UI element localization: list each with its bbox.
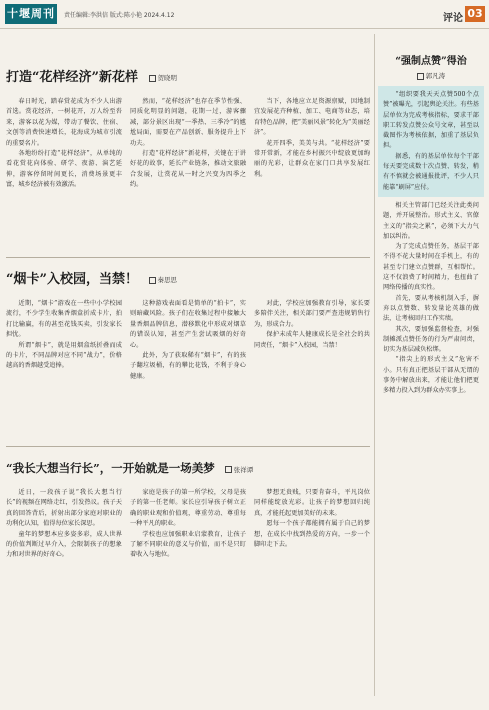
- page-number: 03: [465, 6, 485, 22]
- paragraph: 打造“花样经济”新花样，关键在于讲好花的故事，延长产业链条，推动文旅融合发展，让赏花从一时之兴变为四季之约。: [130, 150, 246, 189]
- paragraph: 学校也应加强职业启蒙教育，让孩子了解不同职业的意义与价值，而不是只盯着收入与地位。: [130, 530, 246, 559]
- sidebar-title: “强制点赞”得治: [395, 56, 467, 67]
- paragraph: “指尖上的形式主义”危害不小。只有真正把基层干部从无谓的事务中解放出来，才能让他们把更多精力投入到为群众办实事上。: [383, 356, 479, 395]
- paragraph: 为了完成点赞任务，基层干部不得不花大量时间在手机上，有的甚至专门建立点赞群，互相帮忙。这不仅浪费了时间精力，也扭曲了网络传播的真实性。: [383, 243, 479, 292]
- paragraph: 其次，要加强监督检查，对强制摊派点赞任务的行为严肃问责，切实为基层减负松绑。: [383, 325, 479, 354]
- paragraph: 相关主管部门已经关注此类问题，并开展整治。形式主义、官僚主义的“指尖之累”，必须下大力气加以纠治。: [383, 201, 479, 240]
- author-name: 贺晓明: [157, 74, 177, 82]
- paragraph: 首先，要从考核机制入手，摒弃以点赞数、转发量论英雄的做法，让考核回归工作实绩。: [383, 294, 479, 323]
- author-name: 张祥谭: [233, 465, 254, 474]
- paragraph: 童年的梦想本应多姿多彩，成人世界的价值判断过早介入，会限制孩子的想象力和对世界的好奇心。: [6, 530, 122, 559]
- article-title-text: 打造“花样经济”新花样: [6, 70, 138, 85]
- author-icon: [149, 75, 156, 82]
- paragraph: 愿每一个孩子都能拥有属于自己的梦想，在成长中找到热爱的方向，一步一个脚印走下去。: [254, 520, 370, 549]
- article-title: [6, 460, 370, 476]
- article-column: [6, 97, 122, 257]
- masthead: [0, 0, 489, 29]
- paragraph: 所谓“烟卡”，就是用烟盒纸折叠而成的卡片，不同品牌对应不同“战力”，价格越高的香烟越受追捧。: [6, 341, 122, 370]
- paragraph: 然而，“花样经济”也存在季节性强、同质化明显的问题，花期一过，游客骤减，部分景区出现“一季热、三季冷”的尴尬局面，需要在产品创新、服务提升上下功夫。: [130, 98, 246, 147]
- paragraph: “组织要我天天点赞500个点赞”被曝光，引起舆论关注。有些基层单位为完成考核指标，要求干部职工转发点赞公众号文章，甚至以截图作为考核依据，加重了基层负担。: [383, 91, 479, 150]
- paragraph: 家庭是孩子的第一所学校，父母是孩子的第一任老师。家长应引导孩子树立正确的职业观和价值观，尊重劳动、尊重每一种平凡的职业。: [130, 489, 246, 528]
- section-label: 评论: [443, 13, 463, 24]
- article-body: [6, 299, 370, 447]
- article-column: [130, 97, 246, 257]
- article-title: [6, 268, 370, 287]
- author-icon: [417, 73, 424, 80]
- sidebar-article: [378, 52, 484, 593]
- paragraph: 各地纷纷打造“花样经济”，从单纯的看花赏花向体验、研学、夜游、演艺延伸，游客停留时间更长，消费场景更丰富，城乡经济被有效激活。: [6, 150, 122, 189]
- article-byline: [149, 276, 178, 284]
- article-2: [6, 268, 370, 447]
- article-column: [130, 299, 246, 447]
- paragraph: 梦想无贵贱，只要肯奋斗，平凡岗位同样能绽放光彩。让孩子的梦想回归纯真，才能托起更加美好的未来。: [254, 489, 370, 517]
- article-column: [6, 299, 122, 447]
- article-title-text: “我长大想当行长”，一开始就是一场美梦: [6, 461, 215, 475]
- article-column: [254, 299, 370, 447]
- article-3: [6, 460, 370, 710]
- section-divider: [6, 257, 370, 258]
- article-1: [6, 66, 370, 257]
- newspaper-logo: 十堰周刊: [5, 4, 57, 24]
- article-title-text: “烟卡”入校园，当禁！: [6, 272, 138, 287]
- author-name: 郭凡涛: [425, 72, 446, 80]
- article-byline: [149, 74, 178, 82]
- sidebar-body: [378, 197, 484, 593]
- sidebar-highlight-box: [378, 86, 484, 197]
- sidebar-byline: [378, 71, 484, 80]
- article-column: [254, 97, 370, 257]
- article-body: [6, 97, 370, 257]
- paragraph: 近日，一段孩子说“我长大想当行长”的视频在网络走红，引发热议。孩子天真的回答背后，折射出部分家庭对职业的功利化认知，值得每位家长深思。: [6, 489, 122, 528]
- paragraph: 据悉，有的基层单位每个干部每天要完成数十次点赞、转发，稍有不慎就会被通报批评，不少人只能靠“刷屏”应付。: [383, 152, 479, 191]
- column-divider: [374, 34, 375, 696]
- article-title: [6, 66, 370, 85]
- paragraph: 对此，学校应加强教育引导，家长要多陪伴关注，相关部门要严查违规销售行为，形成合力。: [254, 300, 370, 328]
- article-column: [130, 488, 246, 710]
- author-icon: [225, 466, 232, 473]
- editor-credits: 责任编辑:李洪信 版式:陈小艳 2024.4.12: [64, 12, 175, 19]
- section-divider: [6, 446, 370, 447]
- article-column: [6, 488, 122, 710]
- author-name: 秦思思: [157, 276, 177, 284]
- author-icon: [149, 277, 156, 284]
- paragraph: 此外，为了获取稀有“烟卡”，有的孩子翻垃圾桶，有的攀比花钱，不利于身心健康。: [130, 352, 246, 380]
- article-column: [254, 488, 370, 710]
- paragraph: 近期，“烟卡”游戏在一些中小学校园流行，不少学生收集香烟盒折成卡片，拍打比输赢，有的甚至花钱买卖，引发家长担忧。: [6, 300, 122, 339]
- article-byline: [225, 466, 254, 474]
- paragraph: 春日时光，踏春赏花成为不少人出游首选。赏花经济，一树花开，万人纷至沓来，游客以花为媒，带动了餐饮、住宿、文创等消费快速增长，花海成为城市引流的重要名片。: [6, 98, 122, 147]
- article-body: [6, 488, 370, 710]
- paragraph: 这种游戏表面看是简单的“拍卡”，实则暗藏风险。孩子们在收集过程中接触大量香烟品牌信息，潜移默化中形成对烟草的错误认知，甚至产生尝试吸烟的好奇心。: [130, 300, 246, 349]
- paragraph: 当下，各地应立足资源禀赋，因地制宜发展花卉种植、加工、电商等业态，培育特色品牌，把“美丽风景”转化为“美丽经济”。: [254, 98, 370, 137]
- paragraph: 保护未成年人健康成长是全社会的共同责任，“烟卡”入校园，当禁！: [254, 331, 370, 349]
- paragraph: 花开四季，美美与共。“花样经济”要常开常新，才能在乡村振兴中绽放更加绚丽的光彩，让群众在家门口共享发展红利。: [254, 139, 370, 178]
